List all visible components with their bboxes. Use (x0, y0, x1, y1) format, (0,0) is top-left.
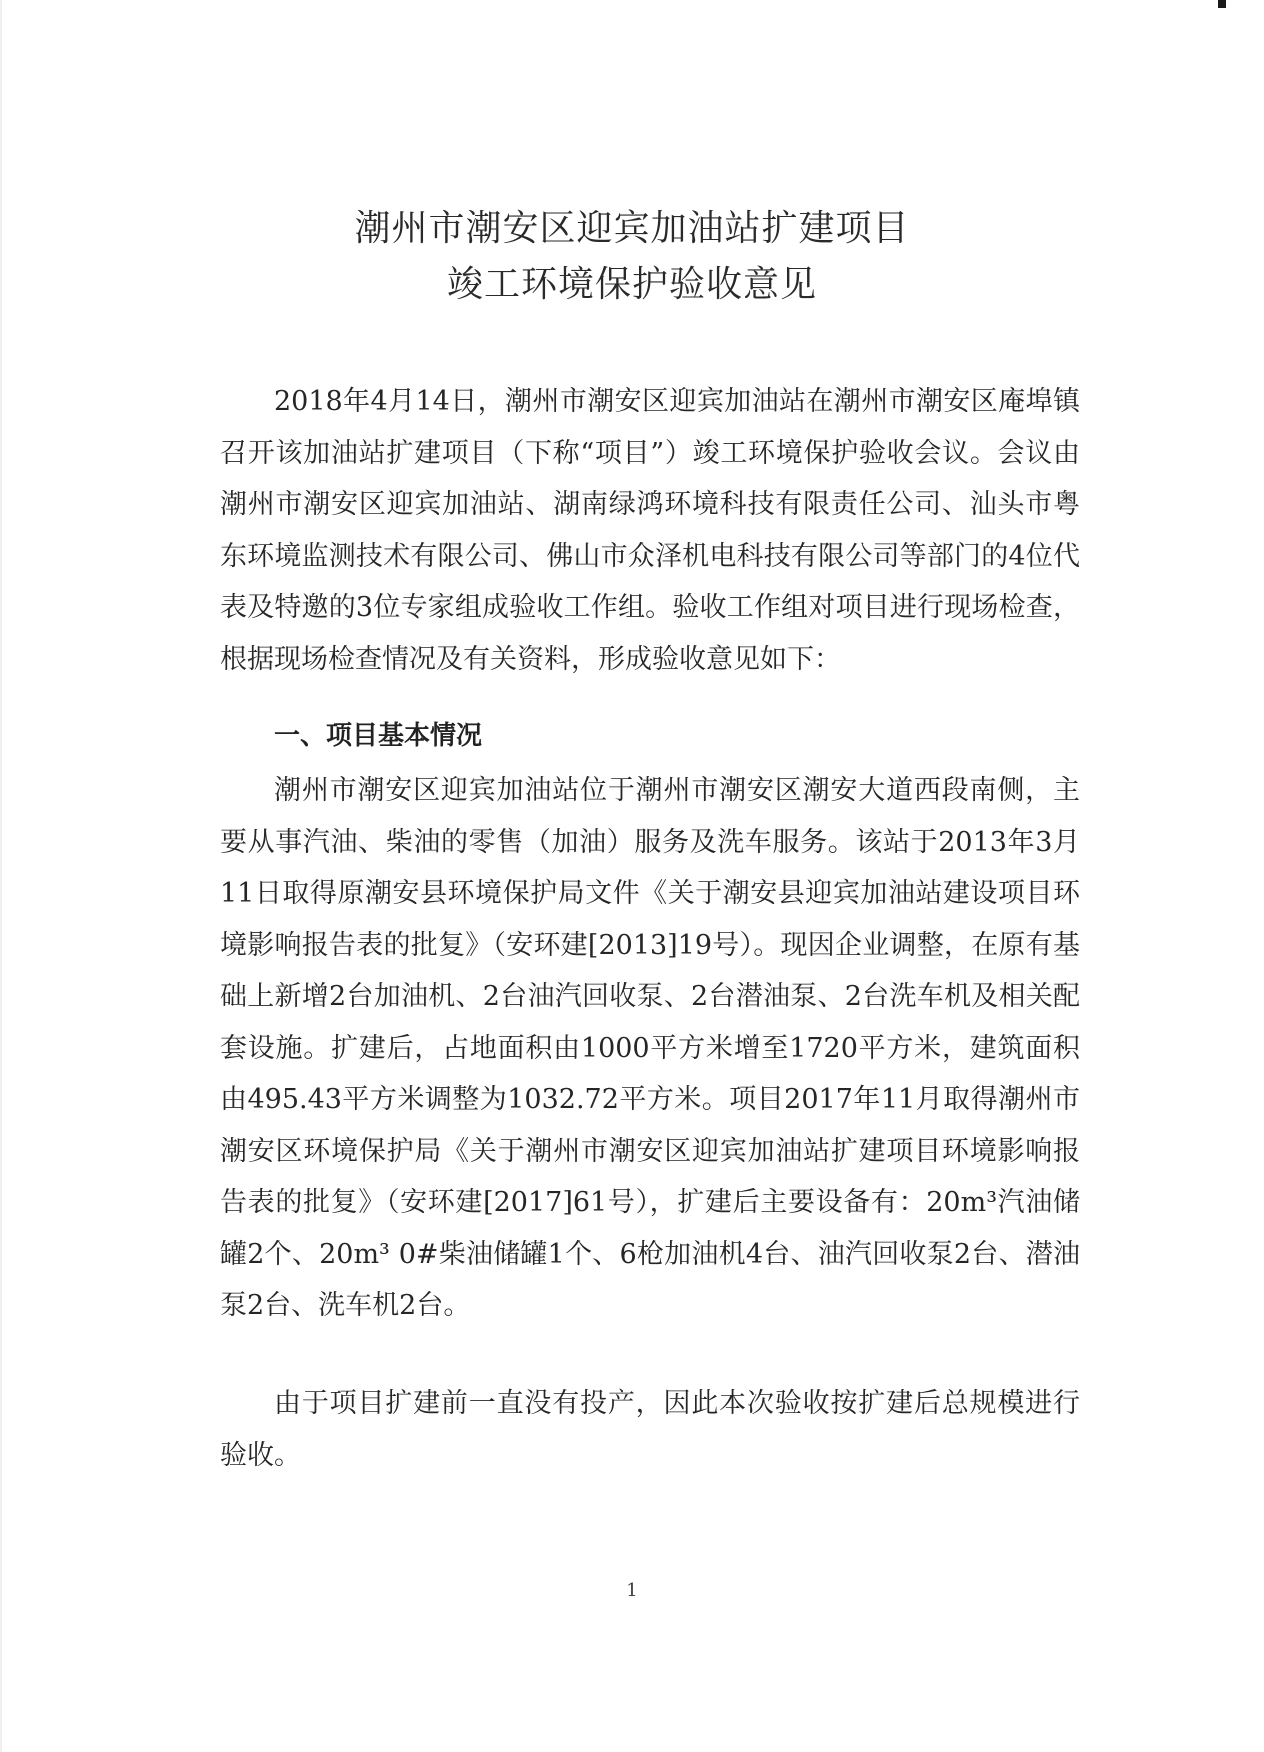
section-heading-basic-info: 一、项目基本情况 (274, 721, 483, 751)
document-title-line-2: 竣工环境保护验收意见 (446, 264, 817, 305)
paragraph-meeting-intro: 2018年4月14日，潮州市潮安区迎宾加油站在潮州市潮安区庵埠镇召开该加油站扩建项目（下称“项目”）竣工环境保护验收会议。会议由潮州市潮安区迎宾加油站、湖南绿鸿环境科技有限责任公司、汕头市粤东环境监测技术有限公司、佛山市众泽机电科技有限公司等部门的4位代表及特邀的3位专家组成验收工作组。验收工作组对项目进行现场检查，根据现场检查情况及有关资料，形成验收意见如下： (220, 386, 1080, 675)
paragraph-project-basic-info: 潮州市潮安区迎宾加油站位于潮州市潮安区潮安大道西段南侧，主要从事汽油、柴油的零售（加油）服务及洗车服务。该站于2013年3月11日取得原潮安县环境保护局文件《关于潮安县迎宾加油站建设项目环境影响报告表的批复》（安环建[2013]19号）。现因企业调整，在原有基础上新增2台加油机、2台油汽回收泵、2台潜油泵、2台洗车机及相关配套设施。扩建后，占地面积由1000平方米增至1720平方米，建筑面积由495.43平方米调整为1032.72平方米。项目2017年11月取得潮州市潮安区环境保护局《关于潮州市潮安区迎宾加油站扩建项目环境影响报告表的批复》（安环建[2017]61号），扩建后主要设备有：20m³汽油储罐2个、20m³ 0#柴油储罐1个、6枪加油机4台、油汽回收泵2台、潜油泵2台、洗车机2台。 (220, 775, 1080, 1321)
page-number: 1 (626, 1580, 638, 1601)
paragraph-acceptance-scope: 由于项目扩建前一直没有投产，因此本次验收按扩建后总规模进行验收。 (220, 1388, 1080, 1471)
scan-mark (1218, 0, 1226, 8)
document-title-line-1: 潮州市潮安区迎宾加油站扩建项目 (354, 208, 910, 249)
